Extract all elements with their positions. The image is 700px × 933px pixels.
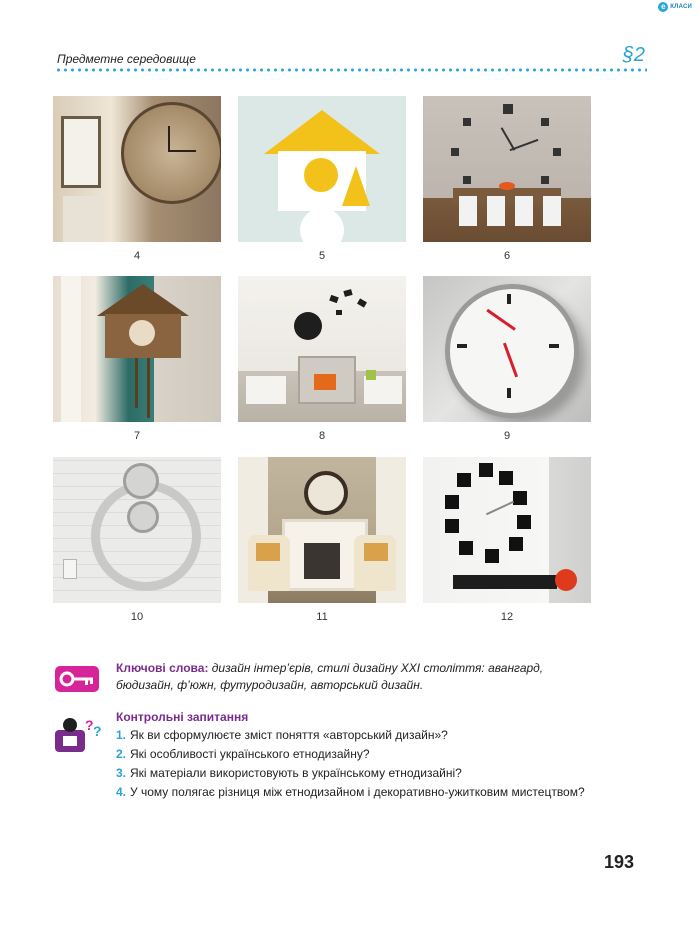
photo-living-room-butterflies <box>238 276 406 422</box>
photo-caption: 7 <box>133 430 141 442</box>
photo-cell <box>238 96 406 262</box>
photo-classic-interior-clock <box>238 457 406 603</box>
photo-cell <box>238 457 406 623</box>
photo-block-numeral-clock <box>423 457 591 603</box>
question-person-icon <box>55 716 103 752</box>
question-item <box>116 765 592 782</box>
question-number: 2. <box>116 747 127 761</box>
question-number: 1. <box>116 728 127 742</box>
photo-caption: 4 <box>133 250 141 262</box>
photo-wall-clock-rustic <box>53 96 221 242</box>
photo-cell <box>423 457 591 623</box>
question-item <box>116 746 592 763</box>
question-number: 3. <box>116 766 127 780</box>
svg-text:?: ? <box>85 717 94 733</box>
keywords-list: дизайн інтер’єрів, стилі дизайну ХХІ століття: авангард, бюдизайн, ф’южн, футуродизайн, авторський дизайн. <box>116 661 544 692</box>
photo-cell <box>238 276 406 442</box>
photo-caption: 9 <box>503 430 511 442</box>
section-mark: §2 <box>622 44 645 66</box>
photo-cell <box>53 96 221 262</box>
page-number: 193 <box>604 852 635 872</box>
publisher-logo <box>658 2 692 12</box>
photo-caption: 12 <box>500 611 514 623</box>
photo-caption: 8 <box>318 430 326 442</box>
header-divider <box>55 68 647 72</box>
photo-cell <box>53 457 221 623</box>
key-icon <box>55 666 99 692</box>
control-questions-list <box>116 727 592 803</box>
publisher-logo-mark: e <box>658 2 668 12</box>
control-questions-title: Контрольні запитання <box>116 710 249 724</box>
question-item <box>116 727 592 744</box>
publisher-logo-text: КЛАСИ <box>670 4 692 10</box>
keywords-label: Ключові слова: <box>116 661 209 675</box>
photo-gear-clock <box>53 457 221 603</box>
photo-caption: 10 <box>130 611 144 623</box>
photo-cell <box>53 276 221 442</box>
photo-wall-clock-numerals <box>423 96 591 242</box>
section-title: Предметне середовище <box>57 52 196 66</box>
photo-caption: 6 <box>503 250 511 262</box>
photo-cuckoo-clock-yellow <box>238 96 406 242</box>
keywords-text <box>116 660 595 694</box>
photo-cuckoo-clock-carved <box>53 276 221 422</box>
question-text: Які матеріали використовують в українському етнодизайні? <box>130 766 462 780</box>
photo-cell <box>423 276 591 442</box>
photo-cell <box>423 96 591 262</box>
photo-caption: 11 <box>316 611 328 623</box>
question-text: Які особливості українського етнодизайну? <box>130 747 370 761</box>
question-item <box>116 784 592 801</box>
photo-caption: 5 <box>318 250 326 262</box>
svg-text:?: ? <box>93 723 102 739</box>
question-number: 4. <box>116 785 127 799</box>
photo-modern-wall-clock <box>423 276 591 422</box>
question-text: У чому полягає різниця між етнодизайном і декоративно-ужитковим мистецтвом? <box>130 785 585 799</box>
question-text: Як ви сформулюєте зміст поняття «авторський дизайн»? <box>130 728 448 742</box>
